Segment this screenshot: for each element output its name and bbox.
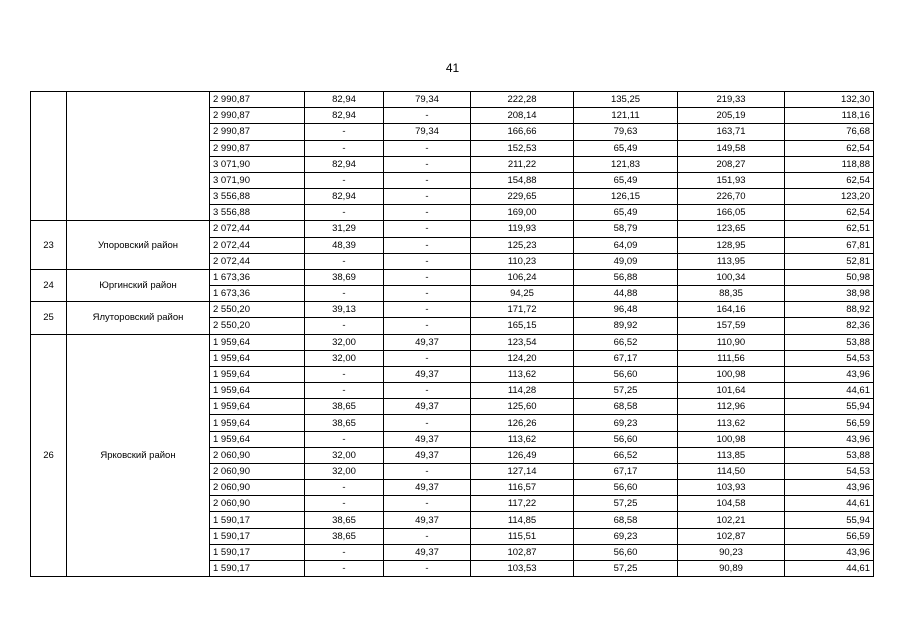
col-6-cell: 90,89 (678, 560, 785, 576)
col-4-cell: 114,85 (471, 512, 574, 528)
col-7-cell: 67,81 (785, 237, 874, 253)
col-6-cell: 128,95 (678, 237, 785, 253)
col-4-cell: 117,22 (471, 496, 574, 512)
base-rate-cell: 2 550,20 (210, 302, 305, 318)
col-7-cell: 43,96 (785, 366, 874, 382)
col-2-cell: 31,29 (305, 221, 384, 237)
col-7-cell: 62,54 (785, 205, 874, 221)
col-6-cell: 101,64 (678, 383, 785, 399)
base-rate-cell: 2 990,87 (210, 140, 305, 156)
col-4-cell: 124,20 (471, 350, 574, 366)
base-rate-cell: 3 071,90 (210, 156, 305, 172)
base-rate-cell: 1 590,17 (210, 512, 305, 528)
col-4-cell: 125,60 (471, 399, 574, 415)
col-6-cell: 164,16 (678, 302, 785, 318)
col-7-cell: 62,54 (785, 140, 874, 156)
col-7-cell: 55,94 (785, 512, 874, 528)
col-5-cell: 135,25 (574, 92, 678, 108)
col-3-cell: - (384, 463, 471, 479)
col-2-cell: 48,39 (305, 237, 384, 253)
col-5-cell: 69,23 (574, 528, 678, 544)
col-5-cell: 57,25 (574, 496, 678, 512)
col-7-cell: 132,30 (785, 92, 874, 108)
col-4-cell: 94,25 (471, 286, 574, 302)
col-2-cell: - (305, 253, 384, 269)
base-rate-cell: 3 556,88 (210, 205, 305, 221)
col-5-cell: 96,48 (574, 302, 678, 318)
col-2-cell: - (305, 124, 384, 140)
col-2-cell: 32,00 (305, 463, 384, 479)
col-5-cell: 58,79 (574, 221, 678, 237)
base-rate-cell: 1 959,64 (210, 334, 305, 350)
page-number: 41 (445, 61, 460, 75)
base-rate-cell: 1 959,64 (210, 431, 305, 447)
col-7-cell: 54,53 (785, 463, 874, 479)
col-2-cell: - (305, 366, 384, 382)
district-name-cell: Юргинский район (67, 269, 210, 301)
row-number-cell: 24 (31, 269, 67, 301)
col-7-cell: 88,92 (785, 302, 874, 318)
col-5-cell: 49,09 (574, 253, 678, 269)
col-6-cell: 104,58 (678, 496, 785, 512)
col-7-cell: 62,51 (785, 221, 874, 237)
col-3-cell: 49,37 (384, 512, 471, 528)
col-2-cell: - (305, 544, 384, 560)
col-4-cell: 152,53 (471, 140, 574, 156)
col-5-cell: 57,25 (574, 383, 678, 399)
col-5-cell: 56,60 (574, 431, 678, 447)
col-6-cell: 100,98 (678, 431, 785, 447)
col-6-cell: 102,21 (678, 512, 785, 528)
col-3-cell: 49,37 (384, 366, 471, 382)
col-5-cell: 67,17 (574, 463, 678, 479)
col-5-cell: 44,88 (574, 286, 678, 302)
table-row (31, 334, 874, 350)
col-5-cell: 65,49 (574, 205, 678, 221)
base-rate-cell: 2 990,87 (210, 92, 305, 108)
base-rate-cell: 2 990,87 (210, 124, 305, 140)
base-rate-cell: 1 590,17 (210, 528, 305, 544)
col-3-cell: - (384, 318, 471, 334)
col-3-cell: - (384, 108, 471, 124)
col-3-cell: - (384, 237, 471, 253)
col-4-cell: 127,14 (471, 463, 574, 479)
col-7-cell: 50,98 (785, 269, 874, 285)
col-6-cell: 103,93 (678, 480, 785, 496)
base-rate-cell: 2 060,90 (210, 480, 305, 496)
col-7-cell: 44,61 (785, 383, 874, 399)
col-4-cell: 169,00 (471, 205, 574, 221)
col-7-cell: 82,36 (785, 318, 874, 334)
col-2-cell: 38,65 (305, 399, 384, 415)
col-7-cell: 118,88 (785, 156, 874, 172)
col-7-cell: 53,88 (785, 447, 874, 463)
district-name-cell: Упоровский район (67, 221, 210, 270)
col-3-cell: 49,37 (384, 399, 471, 415)
col-2-cell: - (305, 383, 384, 399)
col-5-cell: 126,15 (574, 189, 678, 205)
base-rate-cell: 1 673,36 (210, 269, 305, 285)
col-7-cell: 38,98 (785, 286, 874, 302)
base-rate-cell: 2 060,90 (210, 447, 305, 463)
col-2-cell: 32,00 (305, 350, 384, 366)
col-7-cell: 55,94 (785, 399, 874, 415)
base-rate-cell: 2 072,44 (210, 237, 305, 253)
base-rate-cell: 1 959,64 (210, 350, 305, 366)
col-2-cell: 82,94 (305, 92, 384, 108)
base-rate-cell: 3 071,90 (210, 172, 305, 188)
col-6-cell: 113,95 (678, 253, 785, 269)
col-6-cell: 113,85 (678, 447, 785, 463)
col-2-cell: 32,00 (305, 447, 384, 463)
col-2-cell: - (305, 172, 384, 188)
base-rate-cell: 1 673,36 (210, 286, 305, 302)
row-number-cell (31, 92, 67, 221)
base-rate-cell: 1 959,64 (210, 366, 305, 382)
col-4-cell: 222,28 (471, 92, 574, 108)
col-3-cell: - (384, 172, 471, 188)
col-6-cell: 166,05 (678, 205, 785, 221)
base-rate-cell: 3 556,88 (210, 189, 305, 205)
col-3-cell: - (384, 205, 471, 221)
col-5-cell: 65,49 (574, 140, 678, 156)
col-4-cell: 208,14 (471, 108, 574, 124)
col-3-cell: - (384, 286, 471, 302)
col-2-cell: 38,65 (305, 512, 384, 528)
col-4-cell: 126,49 (471, 447, 574, 463)
col-3-cell: - (384, 189, 471, 205)
col-6-cell: 113,62 (678, 415, 785, 431)
col-4-cell: 154,88 (471, 172, 574, 188)
col-5-cell: 68,58 (574, 512, 678, 528)
col-3-cell: 49,37 (384, 431, 471, 447)
base-rate-cell: 1 959,64 (210, 383, 305, 399)
col-6-cell: 123,65 (678, 221, 785, 237)
col-6-cell: 102,87 (678, 528, 785, 544)
col-2-cell: - (305, 286, 384, 302)
base-rate-cell: 2 990,87 (210, 108, 305, 124)
col-4-cell: 166,66 (471, 124, 574, 140)
col-5-cell: 56,60 (574, 544, 678, 560)
base-rate-cell: 2 550,20 (210, 318, 305, 334)
row-number-cell: 26 (31, 334, 67, 577)
col-2-cell: - (305, 205, 384, 221)
table-row (31, 302, 874, 318)
col-4-cell: 110,23 (471, 253, 574, 269)
col-6-cell: 111,56 (678, 350, 785, 366)
col-3-cell: - (384, 269, 471, 285)
col-7-cell: 56,59 (785, 528, 874, 544)
col-2-cell: 39,13 (305, 302, 384, 318)
base-rate-cell: 1 959,64 (210, 399, 305, 415)
col-4-cell: 125,23 (471, 237, 574, 253)
col-4-cell: 113,62 (471, 366, 574, 382)
col-7-cell: 56,59 (785, 415, 874, 431)
col-4-cell: 211,22 (471, 156, 574, 172)
col-2-cell: - (305, 480, 384, 496)
col-5-cell: 67,17 (574, 350, 678, 366)
col-4-cell: 123,54 (471, 334, 574, 350)
col-6-cell: 100,98 (678, 366, 785, 382)
col-5-cell: 121,11 (574, 108, 678, 124)
col-6-cell: 226,70 (678, 189, 785, 205)
col-6-cell: 157,59 (678, 318, 785, 334)
col-3-cell: 79,34 (384, 124, 471, 140)
base-rate-cell: 1 959,64 (210, 415, 305, 431)
col-3-cell: - (384, 350, 471, 366)
col-4-cell: 103,53 (471, 560, 574, 576)
col-7-cell: 43,96 (785, 480, 874, 496)
col-4-cell: 229,65 (471, 189, 574, 205)
col-6-cell: 208,27 (678, 156, 785, 172)
col-2-cell: 82,94 (305, 189, 384, 205)
col-6-cell: 205,19 (678, 108, 785, 124)
col-3-cell: - (384, 221, 471, 237)
col-5-cell: 79,63 (574, 124, 678, 140)
col-3-cell: - (384, 383, 471, 399)
col-4-cell: 171,72 (471, 302, 574, 318)
col-5-cell: 121,83 (574, 156, 678, 172)
district-name-cell (67, 92, 210, 221)
col-5-cell: 56,60 (574, 366, 678, 382)
col-2-cell: 32,00 (305, 334, 384, 350)
base-rate-cell: 2 072,44 (210, 221, 305, 237)
col-7-cell: 44,61 (785, 496, 874, 512)
col-3-cell: - (384, 140, 471, 156)
col-3-cell: 49,37 (384, 447, 471, 463)
col-5-cell: 56,88 (574, 269, 678, 285)
col-5-cell: 65,49 (574, 172, 678, 188)
col-5-cell: 68,58 (574, 399, 678, 415)
col-2-cell: 38,65 (305, 528, 384, 544)
col-6-cell: 88,35 (678, 286, 785, 302)
col-2-cell: 38,65 (305, 415, 384, 431)
col-6-cell: 114,50 (678, 463, 785, 479)
col-3-cell: 49,37 (384, 480, 471, 496)
col-4-cell: 119,93 (471, 221, 574, 237)
col-3-cell: 49,37 (384, 334, 471, 350)
col-4-cell: 115,51 (471, 528, 574, 544)
col-5-cell: 56,60 (574, 480, 678, 496)
col-2-cell: 38,69 (305, 269, 384, 285)
base-rate-cell: 2 060,90 (210, 496, 305, 512)
col-6-cell: 219,33 (678, 92, 785, 108)
col-7-cell: 76,68 (785, 124, 874, 140)
col-3-cell: - (384, 560, 471, 576)
col-7-cell: 62,54 (785, 172, 874, 188)
col-6-cell: 90,23 (678, 544, 785, 560)
col-6-cell: 151,93 (678, 172, 785, 188)
col-6-cell: 149,58 (678, 140, 785, 156)
col-5-cell: 64,09 (574, 237, 678, 253)
row-number-cell: 23 (31, 221, 67, 270)
col-6-cell: 163,71 (678, 124, 785, 140)
tariff-table (30, 91, 874, 577)
col-4-cell: 126,26 (471, 415, 574, 431)
col-4-cell: 116,57 (471, 480, 574, 496)
col-7-cell: 118,16 (785, 108, 874, 124)
row-number-cell: 25 (31, 302, 67, 334)
col-2-cell: - (305, 318, 384, 334)
col-7-cell: 54,53 (785, 350, 874, 366)
district-name-cell: Ялуторовский район (67, 302, 210, 334)
col-2-cell: - (305, 431, 384, 447)
col-7-cell: 44,61 (785, 560, 874, 576)
district-name-cell: Ярковский район (67, 334, 210, 577)
col-2-cell: - (305, 560, 384, 576)
col-7-cell: 43,96 (785, 544, 874, 560)
col-7-cell: 43,96 (785, 431, 874, 447)
col-4-cell: 114,28 (471, 383, 574, 399)
col-7-cell: 53,88 (785, 334, 874, 350)
col-3-cell: - (384, 496, 471, 512)
table-row (31, 221, 874, 237)
col-5-cell: 57,25 (574, 560, 678, 576)
col-3-cell: - (384, 415, 471, 431)
col-2-cell: 82,94 (305, 156, 384, 172)
table-row (31, 269, 874, 285)
base-rate-cell: 1 590,17 (210, 544, 305, 560)
col-2-cell: 82,94 (305, 108, 384, 124)
col-3-cell: - (384, 302, 471, 318)
col-5-cell: 66,52 (574, 447, 678, 463)
col-3-cell: - (384, 253, 471, 269)
col-5-cell: 89,92 (574, 318, 678, 334)
base-rate-cell: 1 590,17 (210, 560, 305, 576)
col-7-cell: 123,20 (785, 189, 874, 205)
col-3-cell: - (384, 528, 471, 544)
col-3-cell: - (384, 156, 471, 172)
col-2-cell: - (305, 496, 384, 512)
col-4-cell: 102,87 (471, 544, 574, 560)
table-body (31, 92, 874, 577)
col-6-cell: 112,96 (678, 399, 785, 415)
col-5-cell: 66,52 (574, 334, 678, 350)
base-rate-cell: 2 072,44 (210, 253, 305, 269)
col-4-cell: 113,62 (471, 431, 574, 447)
table-row (31, 92, 874, 108)
col-2-cell: - (305, 140, 384, 156)
col-3-cell: 49,37 (384, 544, 471, 560)
col-5-cell: 69,23 (574, 415, 678, 431)
col-6-cell: 110,90 (678, 334, 785, 350)
col-3-cell: 79,34 (384, 92, 471, 108)
col-4-cell: 106,24 (471, 269, 574, 285)
col-7-cell: 52,81 (785, 253, 874, 269)
col-6-cell: 100,34 (678, 269, 785, 285)
col-4-cell: 165,15 (471, 318, 574, 334)
base-rate-cell: 2 060,90 (210, 463, 305, 479)
